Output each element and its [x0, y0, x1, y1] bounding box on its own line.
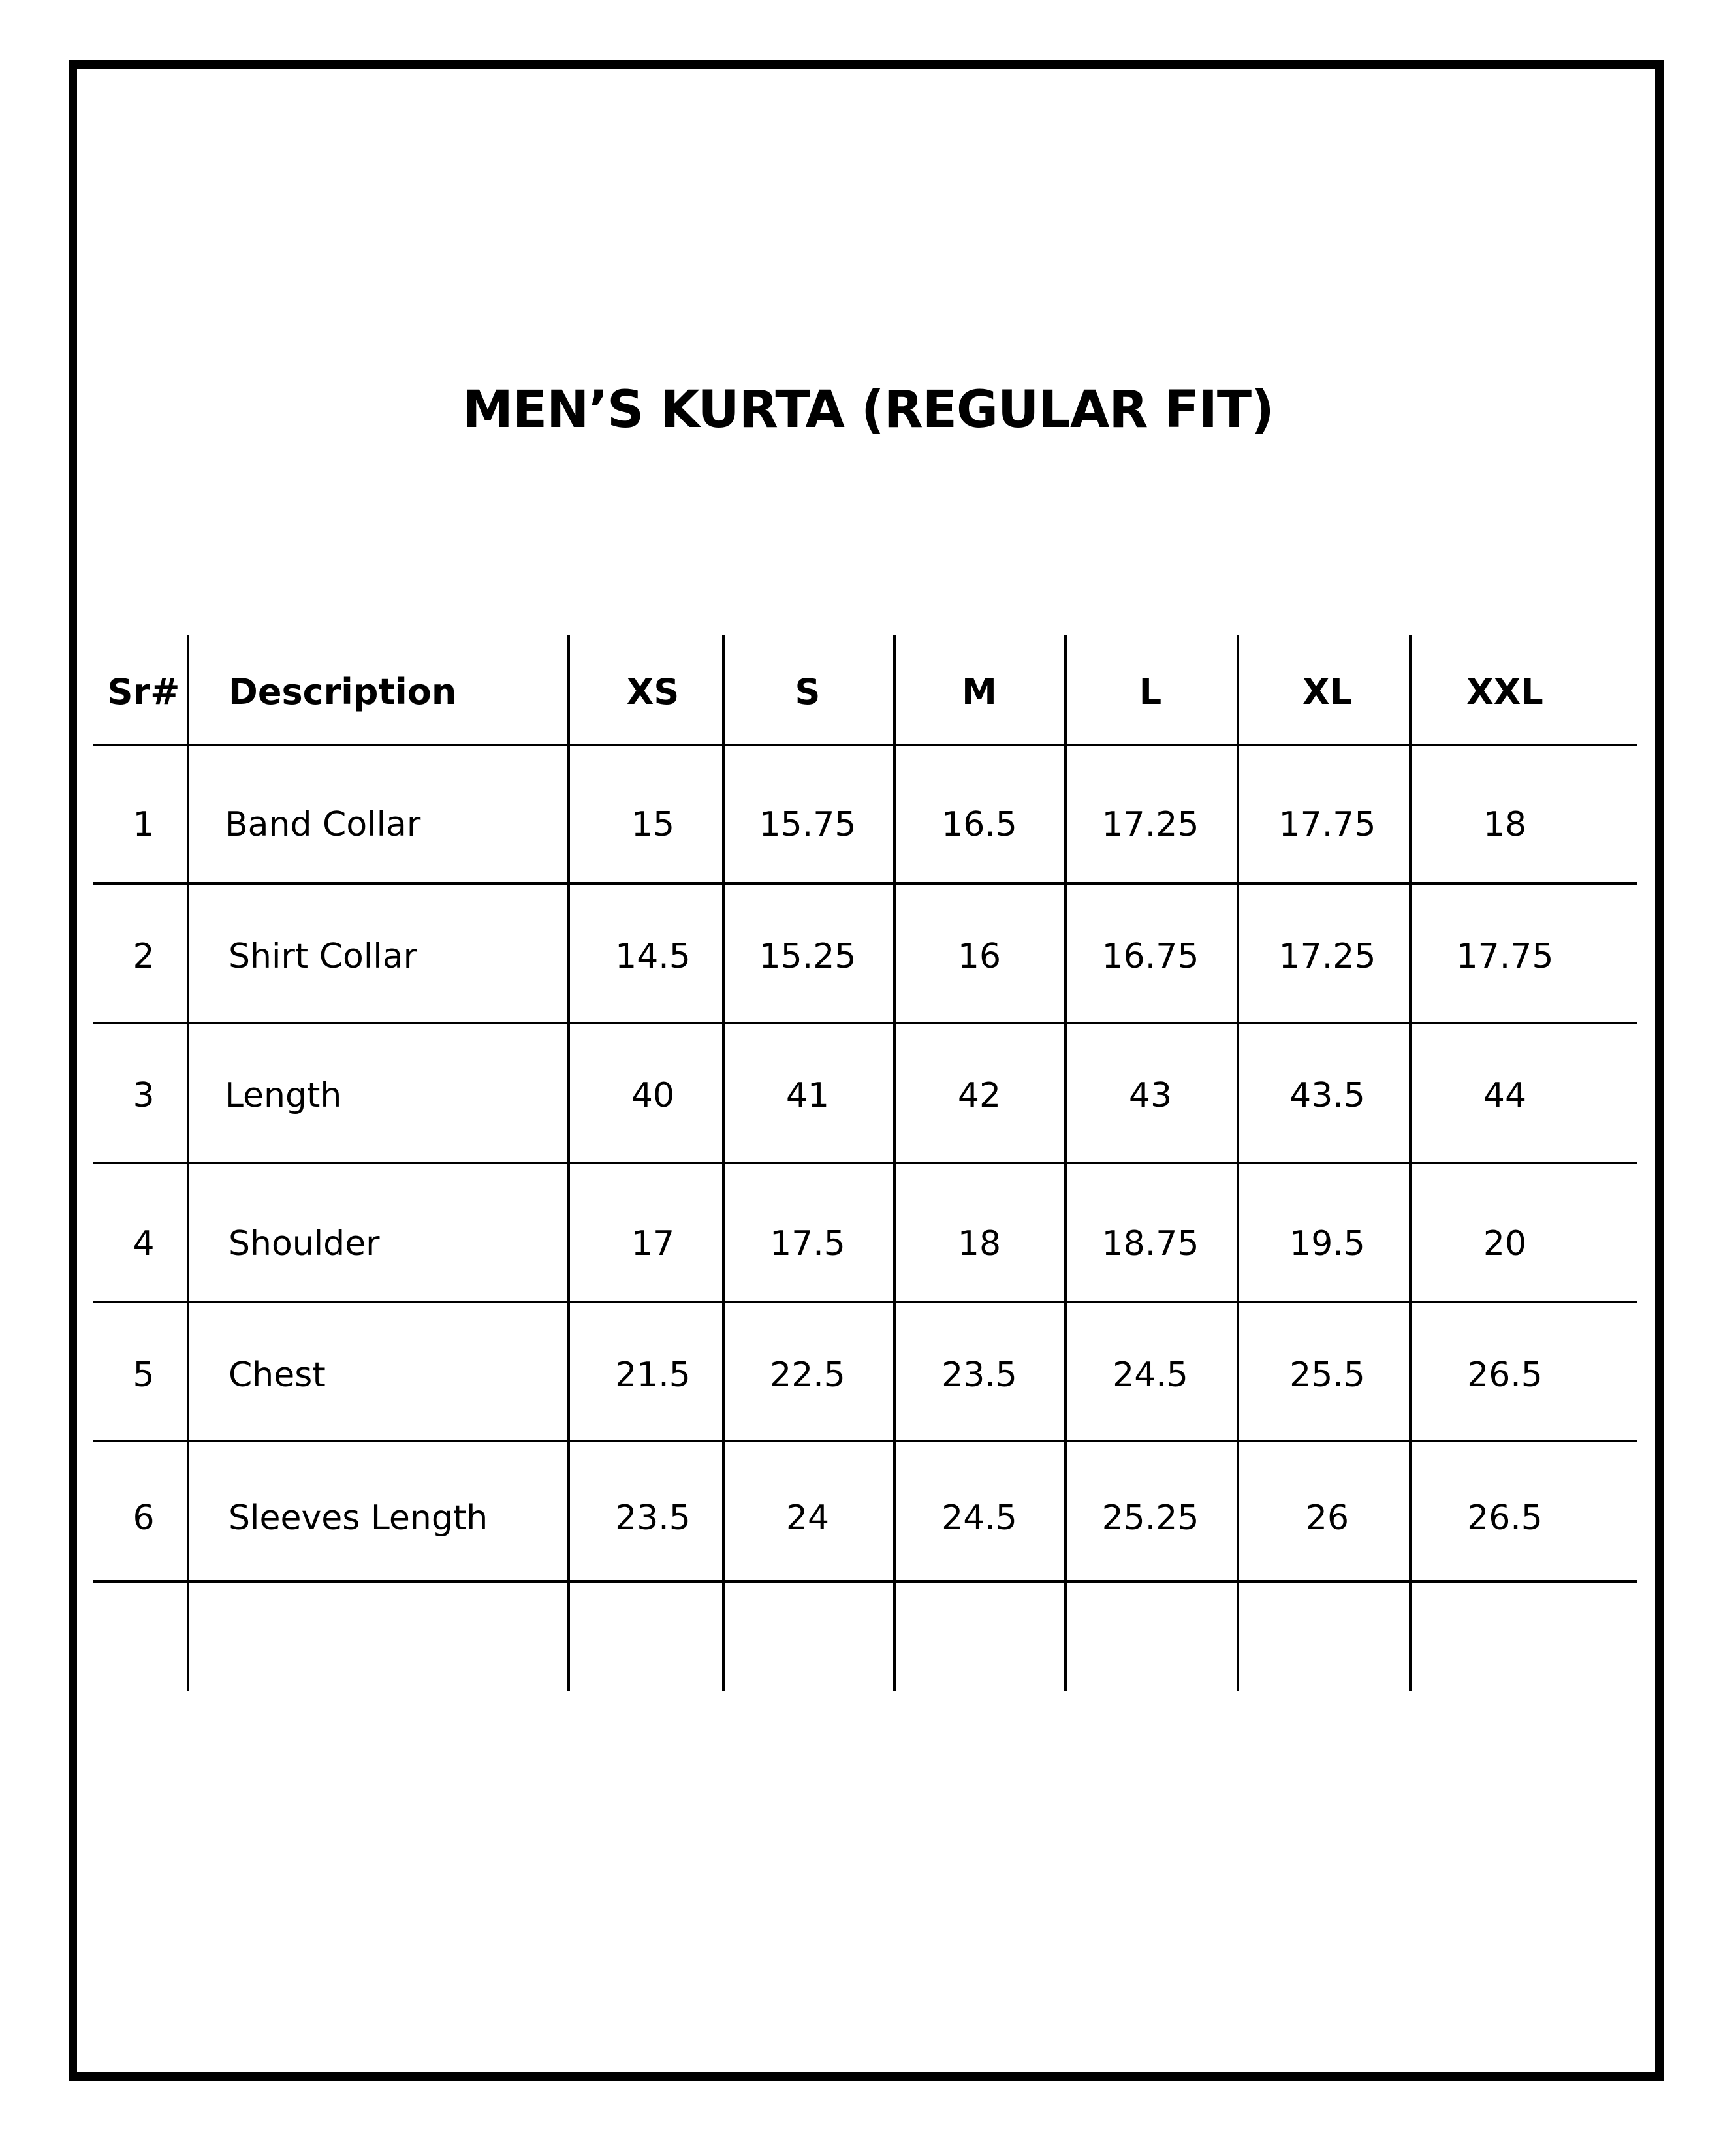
row-measurement: 17.75 [1278, 805, 1376, 844]
row-number: 6 [133, 1498, 155, 1538]
row-measurement: 44 [1483, 1076, 1527, 1115]
table-row-divider [93, 882, 1637, 885]
row-measurement: 41 [785, 1076, 830, 1115]
row-measurement: 19.5 [1289, 1224, 1365, 1263]
row-measurement: 16.5 [941, 805, 1017, 844]
row-description: Length [225, 1076, 342, 1115]
row-measurement: 17 [631, 1224, 675, 1263]
row-measurement: 15.75 [759, 805, 857, 844]
table-row-divider [93, 1301, 1637, 1303]
row-measurement: 17.75 [1456, 937, 1554, 976]
row-measurement: 16.75 [1101, 937, 1199, 976]
row-measurement: 40 [631, 1076, 675, 1115]
row-measurement: 26.5 [1467, 1498, 1543, 1538]
row-measurement: 21.5 [615, 1355, 691, 1395]
row-measurement: 43 [1128, 1076, 1173, 1115]
row-measurement: 23.5 [615, 1498, 691, 1538]
row-measurement: 25.25 [1101, 1498, 1199, 1538]
row-measurement: 22.5 [770, 1355, 845, 1395]
table-row-divider [93, 1162, 1637, 1164]
row-description: Chest [229, 1355, 326, 1395]
row-measurement: 18 [957, 1224, 1002, 1263]
row-measurement: 15.25 [759, 937, 857, 976]
row-measurement: 15 [631, 805, 675, 844]
row-measurement: 18 [1483, 805, 1527, 844]
header-s: S [795, 671, 821, 712]
table-row-divider [93, 1440, 1637, 1442]
header-m: M [962, 671, 997, 712]
row-number: 4 [133, 1224, 155, 1263]
row-measurement: 24 [785, 1498, 830, 1538]
header-xs: XS [626, 671, 680, 712]
header-xl: XL [1302, 671, 1353, 712]
row-measurement: 17.5 [770, 1224, 845, 1263]
row-number: 5 [133, 1355, 155, 1395]
row-measurement: 16 [957, 937, 1002, 976]
row-description: Shirt Collar [229, 937, 417, 976]
header-l: L [1139, 671, 1162, 712]
row-measurement: 43.5 [1289, 1076, 1365, 1115]
row-description: Sleeves Length [229, 1498, 488, 1538]
row-measurement: 25.5 [1289, 1355, 1365, 1395]
row-measurement: 17.25 [1278, 937, 1376, 976]
row-description: Band Collar [225, 805, 421, 844]
header-sr: Sr# [107, 671, 180, 712]
row-measurement: 17.25 [1101, 805, 1199, 844]
row-measurement: 24.5 [1113, 1355, 1188, 1395]
row-measurement: 20 [1483, 1224, 1527, 1263]
page-title: MEN’S KURTA (REGULAR FIT) [462, 381, 1274, 439]
row-measurement: 23.5 [941, 1355, 1017, 1395]
row-description: Shoulder [229, 1224, 380, 1263]
row-measurement: 24.5 [941, 1498, 1017, 1538]
row-measurement: 14.5 [615, 937, 691, 976]
row-measurement: 26.5 [1467, 1355, 1543, 1395]
header-description: Description [229, 671, 457, 712]
row-number: 3 [133, 1076, 155, 1115]
table-row-divider [93, 1022, 1637, 1024]
row-number: 1 [133, 805, 155, 844]
row-measurement: 18.75 [1101, 1224, 1199, 1263]
table-row-divider [93, 744, 1637, 746]
row-measurement: 42 [957, 1076, 1002, 1115]
row-measurement: 26 [1305, 1498, 1349, 1538]
table-row-divider [93, 1580, 1637, 1583]
header-xxl: XXL [1466, 671, 1543, 712]
row-number: 2 [133, 937, 155, 976]
